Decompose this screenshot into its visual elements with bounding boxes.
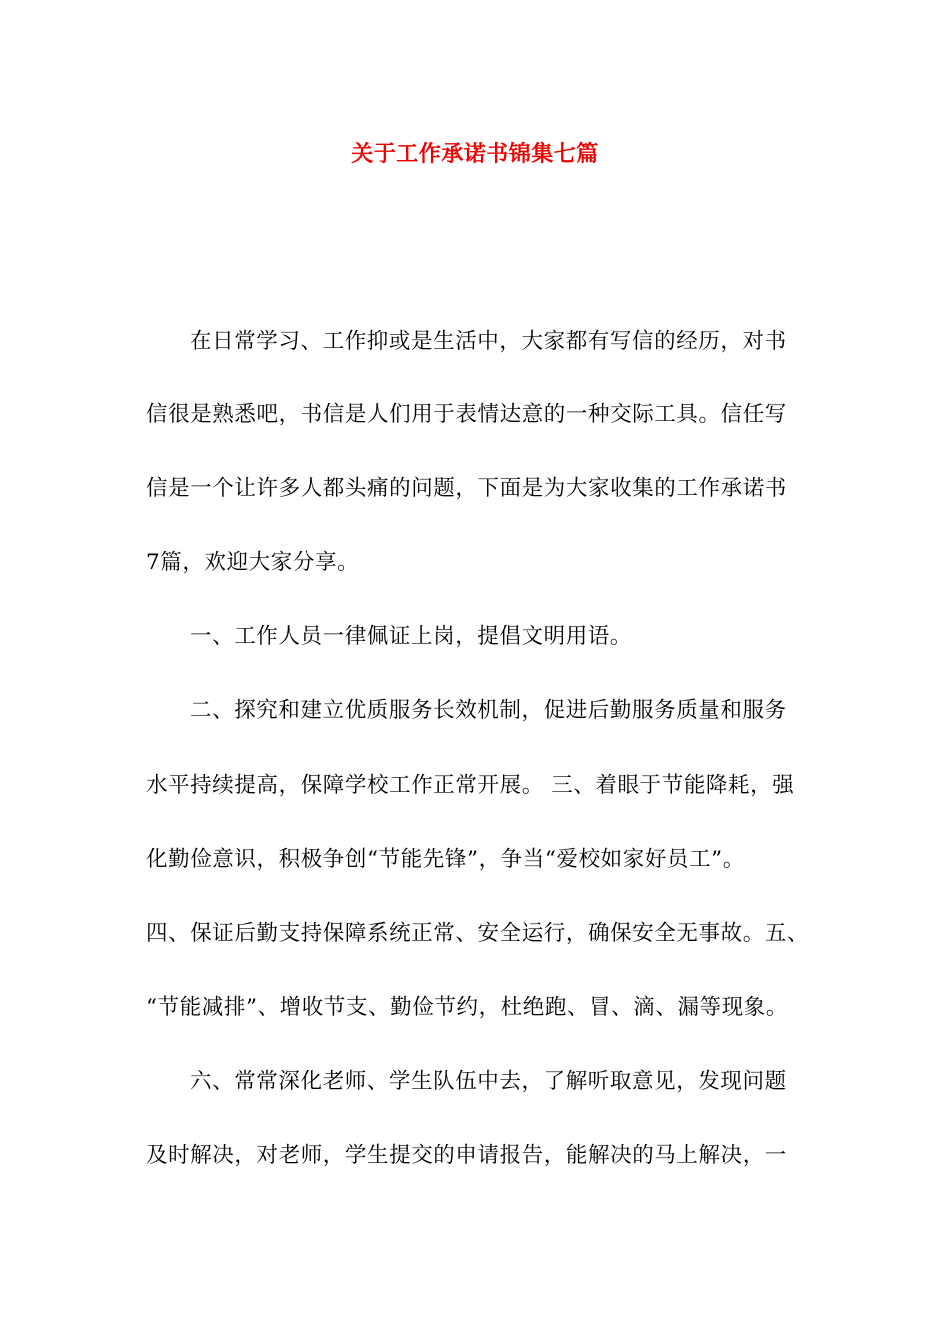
paragraph-line: 水平持续提高，保障学校工作正常开展。 三、着眼于节能降耗，强: [146, 773, 795, 798]
paragraph-line: 信是一个让许多人都头痛的问题，下面是为大家收集的工作承诺书: [146, 476, 787, 501]
paragraph-line: 四、保证后勤支持保障系统正常、安全运行，确保安全无事故。五、: [146, 921, 810, 946]
paragraph-line: 一、工作人员一律佩证上岗，提倡文明用语。: [190, 624, 633, 649]
paragraph-line: 信很是熟悉吧，书信是人们用于表情达意的一种交际工具。信任写: [146, 402, 787, 427]
paragraph-line: 7篇，欢迎大家分享。: [146, 550, 360, 575]
paragraph-line: 及时解决，对老师，学生提交的申请报告，能解决的马上解决，一: [146, 1143, 787, 1168]
paragraph-line: 在日常学习、工作抑或是生活中，大家都有写信的经历，对书: [190, 329, 787, 354]
paragraph-line: “节能减排”、增收节支、勤俭节约，杜绝跑、冒、滴、漏等现象。: [146, 995, 788, 1020]
paragraph-line: 二、探究和建立优质服务长效机制，促进后勤服务质量和服务: [190, 698, 787, 723]
paragraph-line: 化勤俭意识，积极争创“节能先锋”，争当“爱校如家好员工”。: [146, 847, 745, 872]
document-title: 关于工作承诺书锦集七篇: [351, 141, 599, 167]
paragraph-line: 六、常常深化老师、学生队伍中去，了解听取意见，发现问题: [190, 1069, 787, 1094]
